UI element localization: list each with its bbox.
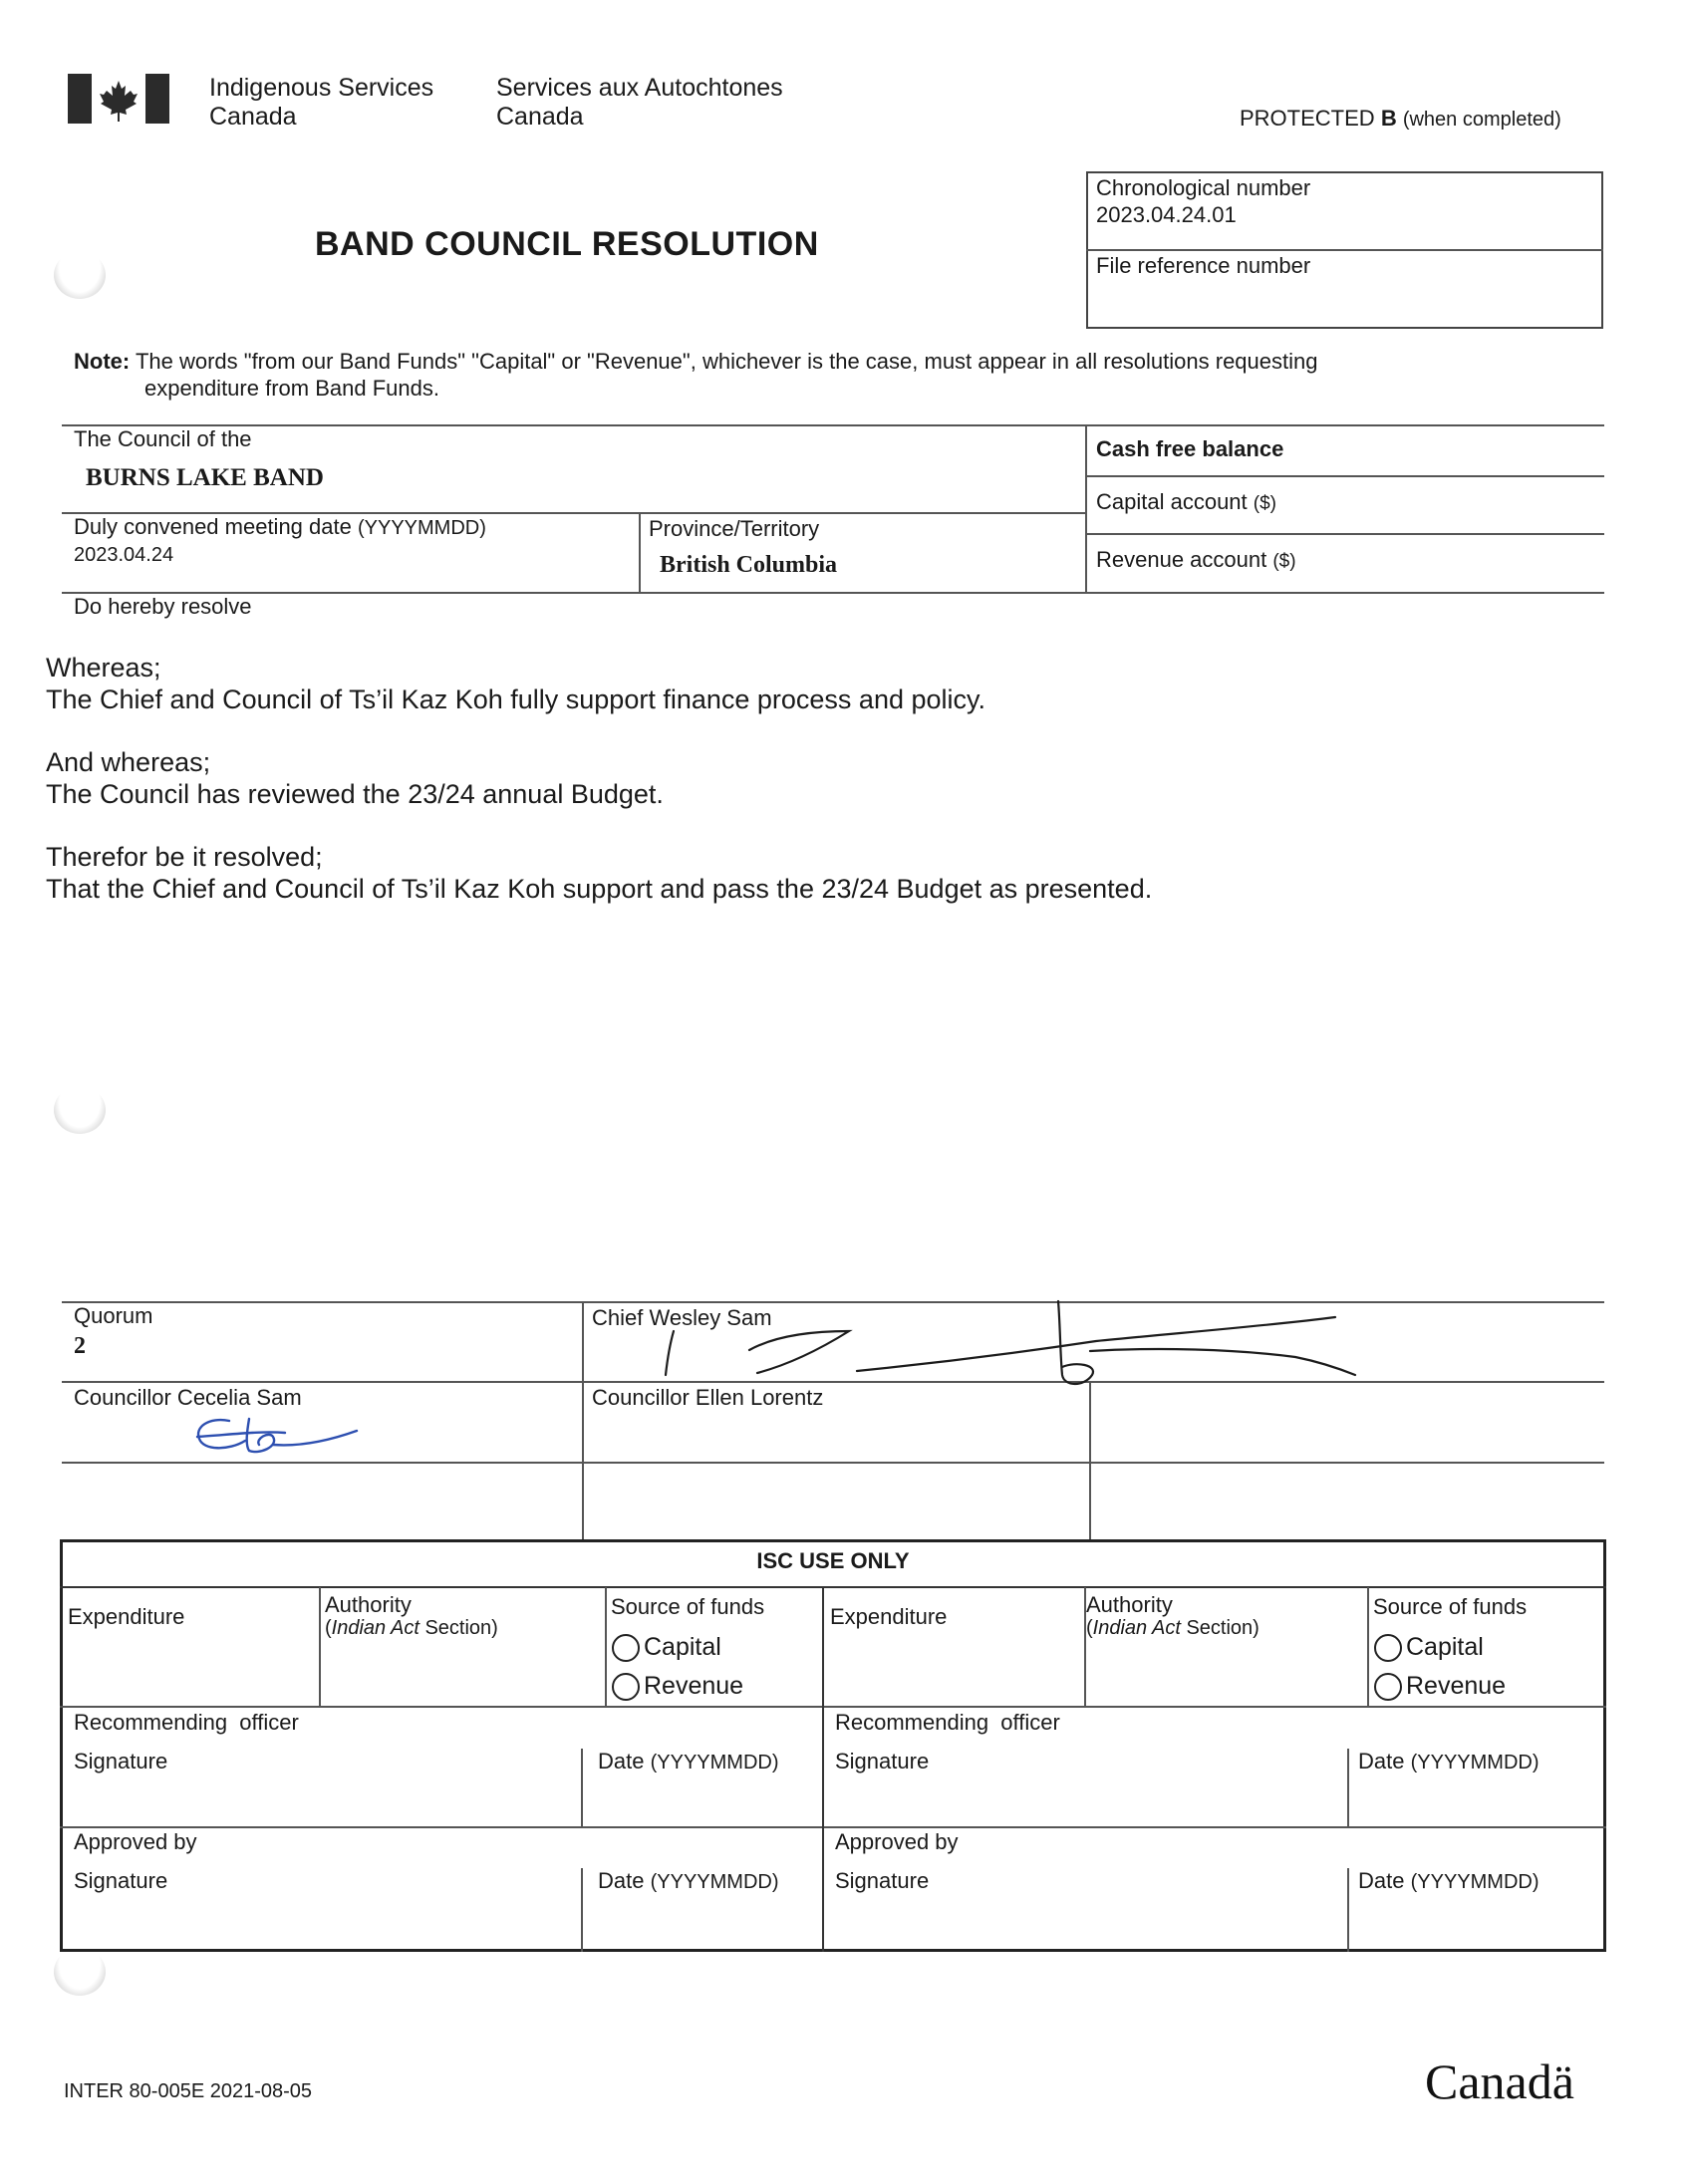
capital-account-label: Capital account ($) <box>1096 489 1277 514</box>
recommending-officer-left: Recommending officer <box>74 1710 299 1735</box>
form-code: INTER 80-005E 2021-08-05 <box>64 2080 313 2102</box>
radio-capital-left[interactable]: Capital <box>612 1628 721 1666</box>
rec-date-left: Date (YYYYMMDD) <box>598 1749 779 1774</box>
appr-date-left: Date (YYYYMMDD) <box>598 1868 779 1893</box>
meeting-date-value: 2023.04.24 <box>74 544 174 566</box>
isc-title: ISC USE ONLY <box>756 1548 910 1573</box>
whereas-body: The Chief and Council of Ts’il Kaz Koh fully support finance process and policy. <box>46 684 986 714</box>
expenditure-label-right: Expenditure <box>830 1604 948 1629</box>
authority-label-right: Authority (Indian Act Section) <box>1086 1592 1260 1640</box>
and-whereas-heading: And whereas; <box>46 747 211 777</box>
cash-free-balance-title: Cash free balance <box>1096 436 1284 461</box>
punch-hole <box>54 1086 106 1134</box>
radio-revenue-right[interactable]: Revenue <box>1374 1667 1506 1705</box>
protected-label: PROTECTED B (when completed) <box>1240 106 1561 131</box>
whereas-heading: Whereas; <box>46 653 161 682</box>
quorum-label: Quorum <box>74 1303 153 1328</box>
approved-by-left: Approved by <box>74 1829 197 1854</box>
rec-date-right: Date (YYYYMMDD) <box>1358 1749 1540 1774</box>
and-whereas-body: The Council has reviewed the 23/24 annual Budget. <box>46 779 664 809</box>
revenue-account-label: Revenue account ($) <box>1096 547 1296 572</box>
councillor-1-signature <box>189 1411 369 1461</box>
page-title: BAND COUNCIL RESOLUTION <box>315 225 819 263</box>
councillor-1-name: Councillor Cecelia Sam <box>74 1385 302 1410</box>
source-of-funds-label-right: Source of funds <box>1373 1594 1528 1619</box>
radio-capital-right[interactable]: Capital <box>1374 1628 1484 1666</box>
expenditure-label-left: Expenditure <box>68 1604 185 1629</box>
rec-signature-left: Signature <box>74 1749 168 1774</box>
resolve-label: Do hereby resolve <box>74 594 252 619</box>
note: Note: The words "from our Band Funds" "Capital" or "Revenue", whichever is the case, must appear in all resolutions requesting <box>74 349 1318 374</box>
dept-name-fr: Services aux Autochtones Canada <box>496 74 783 131</box>
chrono-number-label: Chronological number <box>1096 175 1311 200</box>
councillor-2-name: Councillor Ellen Lorentz <box>592 1385 824 1410</box>
province-label: Province/Territory <box>649 516 820 541</box>
chief-signature <box>638 1295 1395 1405</box>
punch-hole <box>54 251 106 299</box>
appr-signature-right: Signature <box>835 1868 930 1893</box>
quorum-value: 2 <box>74 1333 86 1359</box>
dept-name-en: Indigenous Services Canada <box>209 74 434 131</box>
chrono-number-value: 2023.04.24.01 <box>1096 202 1237 227</box>
note-line2: expenditure from Band Funds. <box>144 376 439 401</box>
approved-by-right: Approved by <box>835 1829 959 1854</box>
resolved-heading: Therefor be it resolved; <box>46 842 323 872</box>
council-label: The Council of the <box>74 426 252 451</box>
source-of-funds-label-left: Source of funds <box>611 1594 765 1619</box>
radio-revenue-left[interactable]: Revenue <box>612 1667 743 1705</box>
resolved-body: That the Chief and Council of Ts’il Kaz Koh support and pass the 23/24 Budget as presented. <box>46 874 1153 904</box>
file-reference-label: File reference number <box>1096 253 1311 278</box>
meeting-date-label: Duly convened meeting date (YYYYMMDD) <box>74 514 486 539</box>
province-value: British Columbia <box>660 552 838 578</box>
appr-signature-left: Signature <box>74 1868 168 1893</box>
appr-date-right: Date (YYYYMMDD) <box>1358 1868 1540 1893</box>
punch-hole <box>54 1948 106 1996</box>
chief-name: Chief Wesley Sam <box>592 1305 772 1330</box>
authority-label-left: Authority (Indian Act Section) <box>325 1592 498 1640</box>
rec-signature-right: Signature <box>835 1749 930 1774</box>
canada-wordmark: Canadä <box>1425 2053 1574 2109</box>
recommending-officer-right: Recommending officer <box>835 1710 1060 1735</box>
council-name: BURNS LAKE BAND <box>86 464 324 491</box>
canada-flag-logo <box>68 74 169 124</box>
